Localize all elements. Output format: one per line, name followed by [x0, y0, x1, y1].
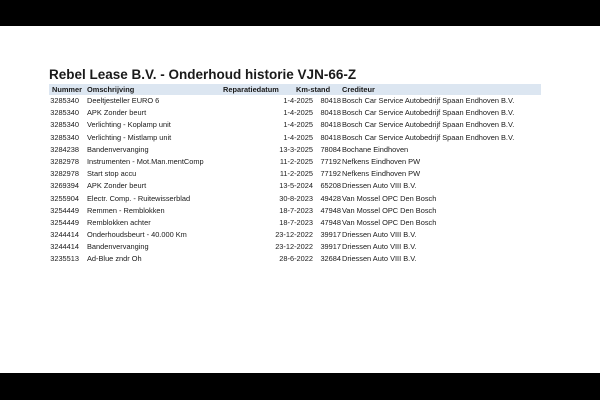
cell-kmstand: 49428 [320, 193, 341, 203]
cell-kmstand: 39917 [320, 242, 341, 252]
cell-kmstand: 77192 [320, 169, 341, 179]
cell-reparatiedatum: 23-12-2022 [275, 242, 313, 252]
cell-reparatiedatum: 1-4-2025 [283, 108, 313, 118]
cell-kmstand: 78084 [320, 144, 341, 154]
cell-reparatiedatum: 1-4-2025 [283, 120, 313, 130]
cell-nummer: 3254449 [50, 205, 79, 215]
cell-kmstand: 65208 [320, 181, 341, 191]
cell-reparatiedatum: 13-5-2024 [279, 181, 313, 191]
table-row [49, 193, 541, 205]
cell-reparatiedatum: 18-7-2023 [279, 205, 313, 215]
cell-crediteur: Driessen Auto VIII B.V. [342, 230, 417, 240]
maintenance-table [49, 84, 541, 266]
cell-reparatiedatum: 23-12-2022 [275, 230, 313, 240]
cell-omschrijving: Bandenvervanging [87, 242, 149, 252]
cell-kmstand: 80418 [320, 96, 341, 105]
cell-omschrijving: Deeltjesteller EURO 6 [87, 96, 160, 105]
cell-omschrijving: Start stop accu [87, 169, 137, 179]
table-row [49, 156, 541, 168]
cell-crediteur: Driessen Auto VIII B.V. [342, 181, 417, 191]
cell-omschrijving: Remmen - Remblokken [87, 205, 165, 215]
table-row [49, 119, 541, 131]
cell-kmstand: 80418 [320, 108, 341, 118]
col-header-reparatiedatum: Reparatiedatum [223, 85, 279, 94]
cell-crediteur: Van Mossel OPC Den Bosch [342, 205, 437, 215]
cell-omschrijving: Electr. Comp. - Ruitewisserblad [87, 193, 191, 203]
cell-reparatiedatum: 13-3-2025 [279, 144, 313, 154]
cell-nummer: 3285340 [50, 120, 79, 130]
cell-nummer: 3285340 [50, 96, 79, 105]
table-row [49, 144, 541, 156]
col-header-crediteur: Crediteur [342, 85, 375, 94]
cell-reparatiedatum: 11-2-2025 [279, 169, 313, 179]
cell-omschrijving: Instrumenten - Mot.Man.mentComp [87, 156, 204, 166]
cell-omschrijving: Bandenvervanging [87, 144, 149, 154]
table-row [49, 229, 541, 241]
cell-kmstand: 47948 [320, 217, 341, 227]
cell-nummer: 3235513 [50, 254, 79, 264]
table-row [49, 217, 541, 229]
col-header-kmstand: Km-stand [296, 85, 331, 94]
table-row [49, 107, 541, 119]
cell-nummer: 3254449 [50, 217, 79, 227]
table-row [49, 205, 541, 217]
cell-kmstand: 80418 [320, 132, 341, 142]
cell-omschrijving: Verlichting - Koplamp unit [87, 120, 171, 130]
cell-nummer: 3285340 [50, 132, 79, 142]
table-row [49, 168, 541, 180]
table-row [49, 241, 541, 253]
cell-nummer: 3244414 [50, 242, 79, 252]
cell-crediteur: Bosch Car Service Autobedrijf Spaan Endhoven B.V. [342, 108, 515, 118]
cell-omschrijving: Ad-Blue zndr Oh [87, 254, 142, 264]
cell-crediteur: Bosch Car Service Autobedrijf Spaan Endhoven B.V. [342, 132, 515, 142]
table-row [49, 95, 541, 107]
table-row [49, 132, 541, 144]
cell-crediteur: Nefkens Eindhoven PW [342, 156, 421, 166]
cell-omschrijving: Verlichting - Mistlamp unit [87, 132, 172, 142]
cell-nummer: 3244414 [50, 230, 79, 240]
cell-crediteur: Driessen Auto VIII B.V. [342, 254, 417, 264]
cell-nummer: 3285340 [50, 108, 79, 118]
table-row [49, 180, 541, 192]
cell-crediteur: Bosch Car Service Autobedrijf Spaan Endhoven B.V. [342, 120, 515, 130]
cell-omschrijving: Onderhoudsbeurt - 40.000 Km [87, 230, 187, 240]
cell-crediteur: Nefkens Eindhoven PW [342, 169, 421, 179]
cell-reparatiedatum: 28-6-2022 [279, 254, 313, 264]
cell-kmstand: 32684 [320, 254, 341, 264]
cell-crediteur: Bochane Eindhoven [342, 144, 409, 154]
cell-nummer: 3255904 [50, 193, 79, 203]
cell-reparatiedatum: 11-2-2025 [279, 156, 313, 166]
cell-nummer: 3282978 [50, 169, 79, 179]
cell-crediteur: Van Mossel OPC Den Bosch [342, 193, 437, 203]
cell-kmstand: 80418 [320, 120, 341, 130]
table-body [49, 95, 541, 266]
table-header [49, 84, 541, 95]
cell-reparatiedatum: 30-8-2023 [279, 193, 313, 203]
cell-crediteur: Driessen Auto VIII B.V. [342, 242, 417, 252]
cell-omschrijving: Remblokken achter [87, 217, 151, 227]
table-row [49, 253, 541, 265]
cell-kmstand: 77192 [320, 156, 341, 166]
cell-crediteur: Van Mossel OPC Den Bosch [342, 217, 437, 227]
cell-reparatiedatum: 1-4-2025 [283, 96, 313, 105]
col-header-nummer: Nummer [52, 85, 82, 94]
cell-omschrijving: APK Zonder beurt [87, 181, 147, 191]
cell-nummer: 3284238 [50, 144, 79, 154]
cell-kmstand: 39917 [320, 230, 341, 240]
cell-crediteur: Bosch Car Service Autobedrijf Spaan Endhoven B.V. [342, 96, 515, 105]
col-header-omschrijving: Omschrijving [87, 85, 135, 94]
cell-reparatiedatum: 18-7-2023 [279, 217, 313, 227]
cell-omschrijving: APK Zonder beurt [87, 108, 147, 118]
cell-reparatiedatum: 1-4-2025 [283, 132, 313, 142]
cell-nummer: 3282978 [50, 156, 79, 166]
cell-kmstand: 47948 [320, 205, 341, 215]
page-title: Rebel Lease B.V. - Onderhoud historie VJN-66-Z [49, 67, 357, 82]
cell-nummer: 3269394 [50, 181, 79, 191]
